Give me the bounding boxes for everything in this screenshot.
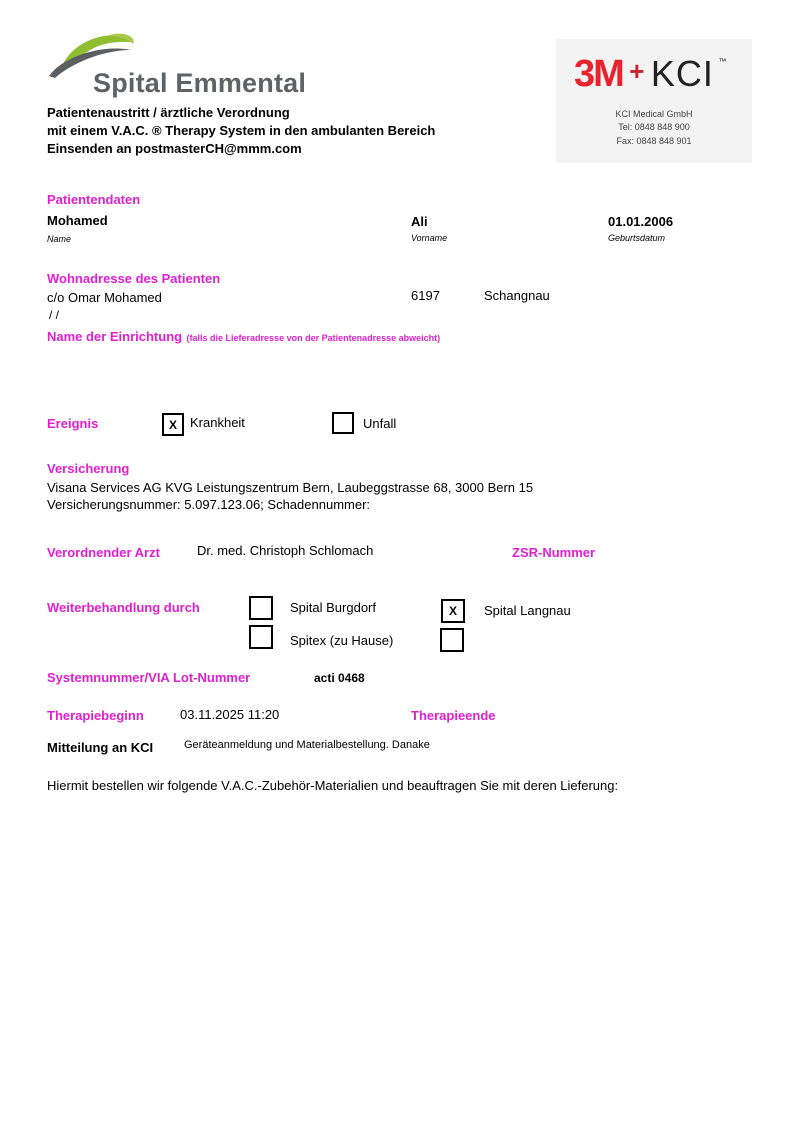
kci-tel: Tel: 0848 848 900 bbox=[618, 122, 690, 132]
logo-text: Spital Emmental bbox=[93, 68, 307, 98]
label-spital-langnau: Spital Langnau bbox=[484, 603, 571, 618]
checkbox-spital-burgdorf[interactable] bbox=[249, 596, 273, 620]
brand-kci: KCI bbox=[650, 53, 714, 94]
facility-row bbox=[47, 328, 440, 346]
caption-name: Name bbox=[47, 234, 72, 244]
address-zip: 6197 bbox=[411, 288, 440, 303]
spital-emmental-logo bbox=[47, 30, 319, 102]
insurance-line-2: Versicherungsnummer: 5.097.123.06; Schadennummer: bbox=[47, 497, 371, 512]
address-extra: / / bbox=[49, 308, 60, 322]
address-street: c/o Omar Mohamed bbox=[47, 290, 162, 305]
label-spital-burgdorf: Spital Burgdorf bbox=[290, 600, 376, 615]
zsr-label: ZSR-Nummer bbox=[512, 545, 596, 560]
header-line-3: Einsenden an postmasterCH@mmm.com bbox=[47, 141, 302, 156]
message-label: Mitteilung an KCI bbox=[47, 740, 154, 755]
doctor-value: Dr. med. Christoph Schlomach bbox=[197, 543, 374, 558]
checkbox-spitex[interactable] bbox=[249, 625, 273, 649]
label-krankheit: Krankheit bbox=[190, 415, 245, 430]
kci-company: KCI Medical GmbH bbox=[615, 109, 693, 119]
order-text: Hiermit bestellen wir folgende V.A.C.-Zubehör-Materialien und beauftragen Sie mit deren Lieferung: bbox=[47, 778, 619, 793]
facility-label: Name der Einrichtung bbox=[47, 329, 183, 344]
patient-vorname: Ali bbox=[411, 214, 428, 229]
message-value: Geräteanmeldung und Materialbestellung. Danake bbox=[184, 739, 430, 751]
therapy-start-value: 03.11.2025 11:20 bbox=[180, 707, 280, 722]
brand-3m: 3M bbox=[574, 53, 623, 95]
event-label: Ereignis bbox=[47, 416, 99, 431]
caption-geburtsdatum: Geburtsdatum bbox=[608, 233, 666, 243]
insurance-line-1: Visana Services AG KVG Leistungszentrum Bern, Laubeggstrasse 68, 3000 Bern 15 bbox=[47, 480, 534, 495]
label-unfall: Unfall bbox=[363, 416, 397, 431]
kci-contact-box bbox=[556, 39, 752, 163]
facility-note: (falls die Lieferadresse von der Patientenadresse abweicht) bbox=[186, 333, 441, 343]
therapy-start-label: Therapiebeginn bbox=[47, 708, 144, 723]
followup-label: Weiterbehandlung durch bbox=[47, 600, 200, 615]
caption-vorname: Vorname bbox=[411, 233, 448, 243]
checkbox-unfall[interactable] bbox=[332, 412, 354, 434]
checkbox-krankheit[interactable]: X bbox=[162, 413, 184, 436]
system-value: acti 0468 bbox=[314, 671, 365, 685]
insurance-label: Versicherung bbox=[47, 461, 130, 476]
section-patientendaten: Patientendaten bbox=[47, 192, 141, 207]
patient-name: Mohamed bbox=[47, 213, 108, 228]
kci-fax: Fax: 0848 848 901 bbox=[616, 136, 692, 146]
plus-icon: + bbox=[629, 56, 645, 86]
system-label: Systemnummer/VIA Lot-Nummer bbox=[47, 670, 251, 685]
patient-geburtsdatum: 01.01.2006 bbox=[608, 214, 674, 229]
doctor-label: Verordnender Arzt bbox=[47, 545, 160, 560]
address-city: Schangnau bbox=[484, 288, 550, 303]
header-line-2: mit einem V.A.C. ® Therapy System in den ambulanten Bereich bbox=[47, 123, 436, 138]
section-wohnadresse: Wohnadresse des Patienten bbox=[47, 271, 221, 286]
checkbox-other[interactable] bbox=[440, 628, 464, 652]
trademark: ™ bbox=[718, 57, 727, 66]
checkbox-spital-langnau[interactable]: X bbox=[441, 599, 465, 623]
therapy-end-label: Therapieende bbox=[411, 708, 496, 723]
label-spitex: Spitex (zu Hause) bbox=[290, 633, 394, 648]
header-line-1: Patientenaustritt / ärztliche Verordnung bbox=[47, 105, 290, 120]
kci-logo bbox=[574, 53, 726, 97]
